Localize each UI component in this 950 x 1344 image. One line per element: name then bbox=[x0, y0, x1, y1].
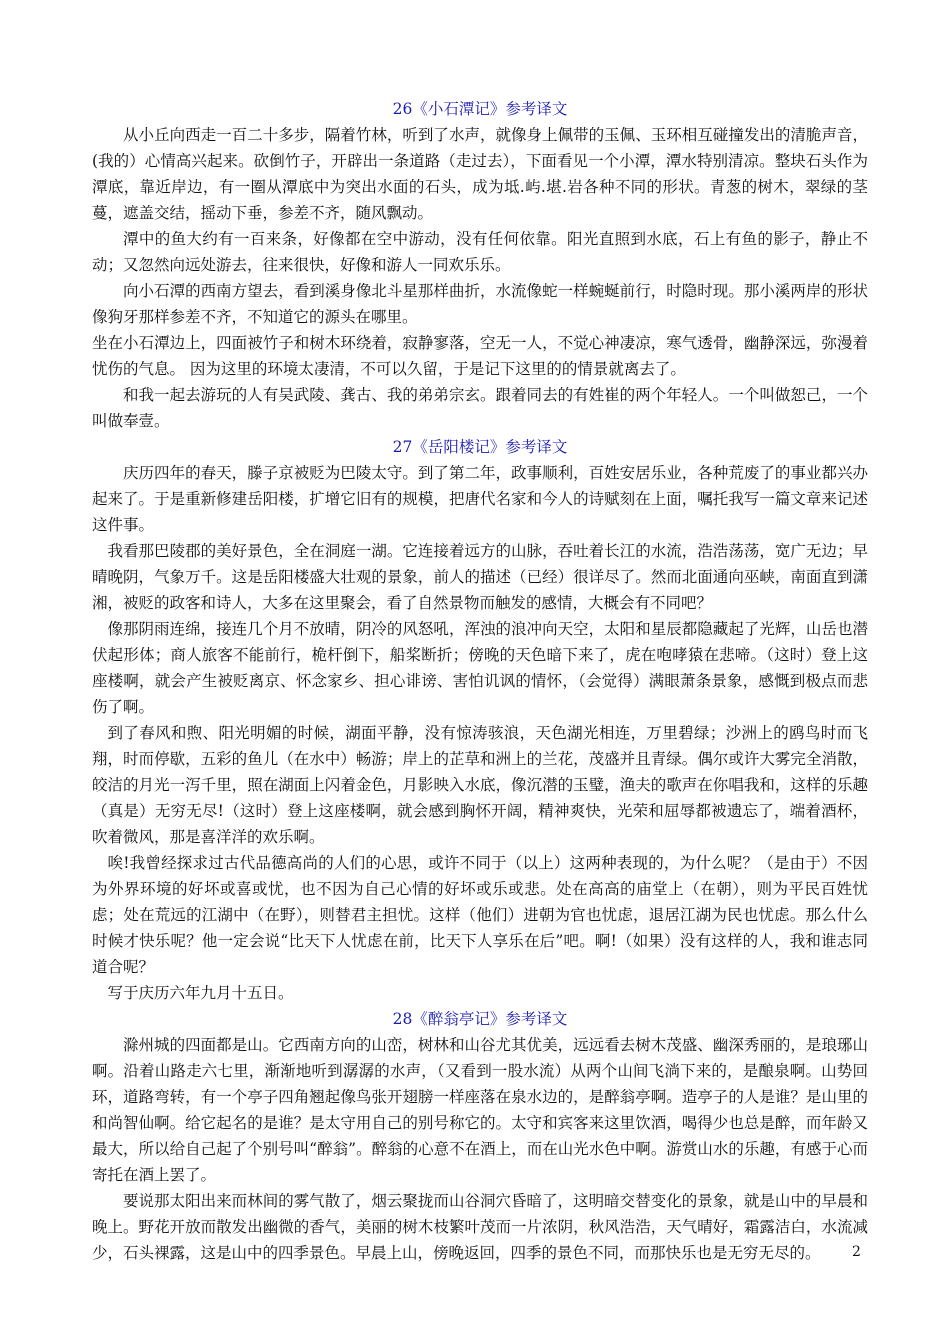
paragraph: 要说那太阳出来而林间的雾气散了，烟云聚拢而山谷洞穴昏暗了，这明暗交替变化的景象，就是山中的早晨和晚上。野花开放而散发出幽微的香气，美丽的树木枝繁叶茂而一片浓阴，秋风浩浩，天气晴好，霜露洁白，水流减少，石头裸露，这是山中的四季景色。早晨上山，傍晚返回，四季的景色不同，而那快乐也是无穷无尽的。 bbox=[92, 1192, 868, 1262]
section-heading: 26《小石潭记》参考译文 bbox=[392, 100, 568, 118]
paragraph: 到了春风和煦、阳光明媚的时候，湖面平静，没有惊涛骇浪，天色湖光相连，万里碧绿；沙洲上的鸥鸟时而飞翔，时而停歇，五彩的鱼儿（在水中）畅游；岸上的芷草和洲上的兰花，茂盛并且青绿。偶尔或许大雾完全消散，皎洁的月光一泻千里，照在湖面上闪着金色，月影映入水底，像沉潜的玉璧，渔夫的歌声在你唱我和，这样的乐趣（真是）无穷无尽!（这时）登上这座楼啊，就会感到胸怀开阔，精神爽快，光荣和屈辱都被遗忘了，端着酒杯，吹着微风，那是喜洋洋的欢乐啊。 bbox=[92, 724, 868, 846]
paragraph: 坐在小石潭边上，四面被竹子和树木环绕着，寂静寥落，空无一人，不觉心神凄凉，寒气透骨，幽静深远，弥漫着忧伤的气息。 因为这里的环境太凄清，不可以久留，于是记下这里的的情景就离去了。 bbox=[92, 334, 868, 378]
page-number: 2 bbox=[852, 1244, 861, 1260]
paragraph: 庆历四年的春天，滕子京被贬为巴陵太守。到了第二年，政事顺利，百姓安居乐业，各种荒废了的事业都兴办起来了。于是重新修建岳阳楼，扩增它旧有的规模，把唐代名家和今人的诗赋刻在上面，嘱托我写一篇文章来记述这件事。 bbox=[92, 464, 868, 534]
section-heading: 28《醉翁亭记》参考译文 bbox=[392, 1010, 568, 1028]
paragraph: 向小石潭的西南方望去，看到溪身像北斗星那样曲折，水流像蛇一样蜿蜒前行，时隐时现。那小溪两岸的形状像狗牙那样参差不齐，不知道它的源头在哪里。 bbox=[92, 282, 868, 326]
paragraph: 唉!我曾经探求过古代品德高尚的人们的心思，或许不同于（以上）这两种表现的，为什么呢？（是由于）不因为外界环境的好坏或喜或忧，也不因为自己心情的好坏或乐或悲。处在高高的庙堂上（在朝），则为平民百姓忧虑；处在荒远的江湖中（在野），则替君主担忧。这样（他们）进朝为官也忧虑，退居江湖为民也忧虑。那么什么时候才快乐呢？他一定会说“比天下人忧虑在前，比天下人享乐在后”吧。啊!（如果）没有这样的人，我和谁志同道合呢？ bbox=[92, 854, 868, 976]
paragraph: 写于庆历六年九月十五日。 bbox=[107, 984, 294, 1002]
paragraph: 从小丘向西走一百二十多步，隔着竹林，听到了水声，就像身上佩带的玉佩、玉环相互碰撞发出的清脆声音，(我的）心情高兴起来。砍倒竹子，开辟出一条道路（走过去），下面看见一个小潭，潭水特别清凉。整块石头作为潭底，靠近岸边，有一圈从潭底中为突出水面的石头，成为坻.屿.堪.岩各种不同的形状。青葱的树木，翠绿的茎蔓，遮盖交结，摇动下垂，参差不齐，随风飘动。 bbox=[92, 126, 868, 222]
paragraph: 我看那巴陵郡的美好景色，全在洞庭一湖。它连接着远方的山脉，吞吐着长江的水流，浩浩荡荡，宽广无边；早晴晚阴，气象万千。这是岳阳楼盛大壮观的景象，前人的描述（已经）很详尽了。然而北面通向巫峡，南面直到潇湘，被贬的政客和诗人，大多在这里聚会，看了自然景物而触发的感情，大概会有不同吧？ bbox=[92, 542, 868, 612]
section-heading: 27《岳阳楼记》参考译文 bbox=[392, 438, 568, 456]
paragraph: 像那阴雨连绵，接连几个月不放晴，阴冷的风怒吼，浑浊的浪冲向天空，太阳和星辰都隐藏起了光辉，山岳也潜伏起形体；商人旅客不能前行，桅杆倒下，船桨断折；傍晚的天色暗下来了，虎在咆哮猿在悲啼。（这时）登上这座楼啊，就会产生被贬离京、怀念家乡、担心诽谤、害怕讥讽的情怀，（会觉得）满眼萧条景象，感慨到极点而悲伤了啊。 bbox=[92, 620, 868, 716]
paragraph: 滁州城的四面都是山。它西南方向的山峦，树林和山谷尤其优美，远远看去树木茂盛、幽深秀丽的，是琅琊山啊。沿着山路走六七里，渐渐地听到潺潺的水声，（又看到一股水流）从两个山间飞淌下来的，是酿泉啊。山势回环，道路弯转，有一个亭子四角翘起像鸟张开翅膀一样座落在泉水边的，是醉翁亭啊。造亭子的人是谁？是山里的和尚智仙啊。给它起名的是谁？是太守用自己的别号称它的。太守和宾客来这里饮酒，喝得少也总是醉，而年龄又最大，所以给自己起了个别号叫“醉翁”。醉翁的心意不在酒上，而在山光水色中啊。游赏山水的乐趣，有感于心而寄托在酒上罢了。 bbox=[92, 1036, 868, 1184]
document-page bbox=[92, 96, 868, 1266]
paragraph: 和我一起去游玩的人有吴武陵、龚古、我的弟弟宗玄。跟着同去的有姓崔的两个年轻人。一个叫做恕己，一个叫做奉壹。 bbox=[92, 386, 868, 430]
paragraph: 潭中的鱼大约有一百来条，好像都在空中游动，没有任何依靠。阳光直照到水底，石上有鱼的影子，静止不动；又忽然向远处游去，往来很快，好像和游人一同欢乐乐。 bbox=[92, 230, 868, 274]
